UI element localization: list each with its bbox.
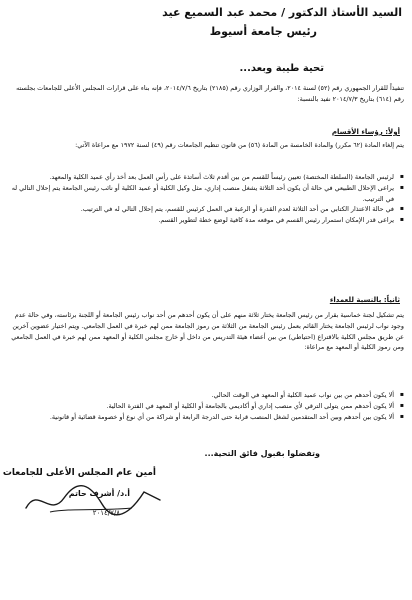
list-item: ▪ يراعى قدر الإمكان استمرار رئيس القسم في موقعه مدة كافية لوضع خطة لتطوير القسم.	[6, 215, 404, 226]
section-b-lead: يتم تشكيل لجنة خماسية بقرار من رئيس الجامعة يختار ثلاثة منهم على أن يكون أحدهم من أحد نواب رئيس الجامعة أو اللجنة برئاسته، وفي حالة عدم وجود نواب لرئيس الجامعة يختار القائم بعمل رئيس الجامعة من الثلاثة من رموز الجامعة ممن لهم خبرة في العمل الجامعي. ويتم اختيار عضوين آخرين عن طريق مجلس الكلية بالاقتراع (احتياطي) من بين أعضاء هيئة التدريس من داخل أو خارج مجلس الكلية أو المعهد ممن لهم خبرة في العمل الجامعي ومن رموز الكلية أو المعهد مع مراعاة:	[11, 311, 404, 352]
section-a-lead: يتم إلغاء المادة (٦٢ مكرر) والمادة الخامسة من المادة (٥٦) من قانون تنظيم الجامعات رقم (٤٩) لسنة ١٩٧٢ مع مراعاة الآتي:	[75, 141, 404, 149]
section-a-list	[6, 172, 404, 226]
list-item: ▪ ألا يكون بين أحدهم وبين أحد المتقدمين لشغل المنصب قرابة حتى الدرجة الرابعة أو شراكة من أي نوع أو خصومة قضائية أو قانونية.	[6, 412, 404, 423]
addressee-line: السيد الأستاذ الدكتور / محمد عبد السميع عيد	[162, 6, 402, 19]
greeting: تحية طيبة وبعد...	[239, 63, 324, 74]
list-item: ▪ لرئيس الجامعة (السلطة المختصة) تعيين رئيساً للقسم من بين أقدم ثلاث أساتذة على رأس العمل بعد أخذ رأي عميد الكلية والمعهد.	[6, 172, 404, 183]
section-a-title: أولاً: رؤساء الأقسام	[331, 128, 400, 136]
signatory-title: أمين عام المجلس الأعلى للجامعات	[2, 468, 156, 478]
signatory-name: أ.د/ أشرف حاتم	[68, 489, 130, 498]
list-item: ▪ يراعى الإحلال الطبيعي في حالة أن يكون أحد الثلاثة يشغل منصب إداري، مثل وكيل الكلية أو عميد الكلية أو نائب رئيس الجامعة يتم إحلال التالي له في الترتيب.	[6, 183, 404, 205]
section-b-list	[6, 390, 404, 422]
list-item: ▪ ألا يكون أحدهم من بين نواب عميد الكلية أو المعهد في الوقت الحالي.	[6, 390, 404, 401]
addressee-title: رئيس جامعة أسيوط	[209, 25, 317, 38]
signature-date: ٢٠١٤/٧/٨	[92, 509, 120, 517]
closing-line: وتفضلوا بقبول فائق التحية...	[204, 449, 320, 458]
list-item: ▪ ألا يكون أحدهم ممن يتولى الترقي لأي منصب إداري أو أكاديمي بالجامعة أو الكلية أو المعهد في الفترة الحالية.	[6, 401, 404, 412]
intro-paragraph: تنفيذاً للقرار الجمهوري رقم (٥٢) لسنة ٢٠١٤، والقرار الوزاري رقم (٢١٨٥) بتاريخ ٢٠١٤/٧/٦، فإنه بناء على قرارات المجلس الأعلى للجامعات بجلسته رقم (٦١٤) بتاريخ ٢٠١٤/٧/٣ نفيد بالنسبة:	[16, 84, 404, 103]
list-item: ▪ في حالة الاعتذار الكتابي من أحد الثلاثة لعدم القدرة أو الرغبة في العمل كرئيس للقسم، يتم إحلال التالي له في الترتيب.	[6, 204, 404, 215]
section-b-title: ثانياً: بالنسبة للعمداء	[329, 296, 400, 304]
handwritten-signature	[20, 478, 170, 522]
